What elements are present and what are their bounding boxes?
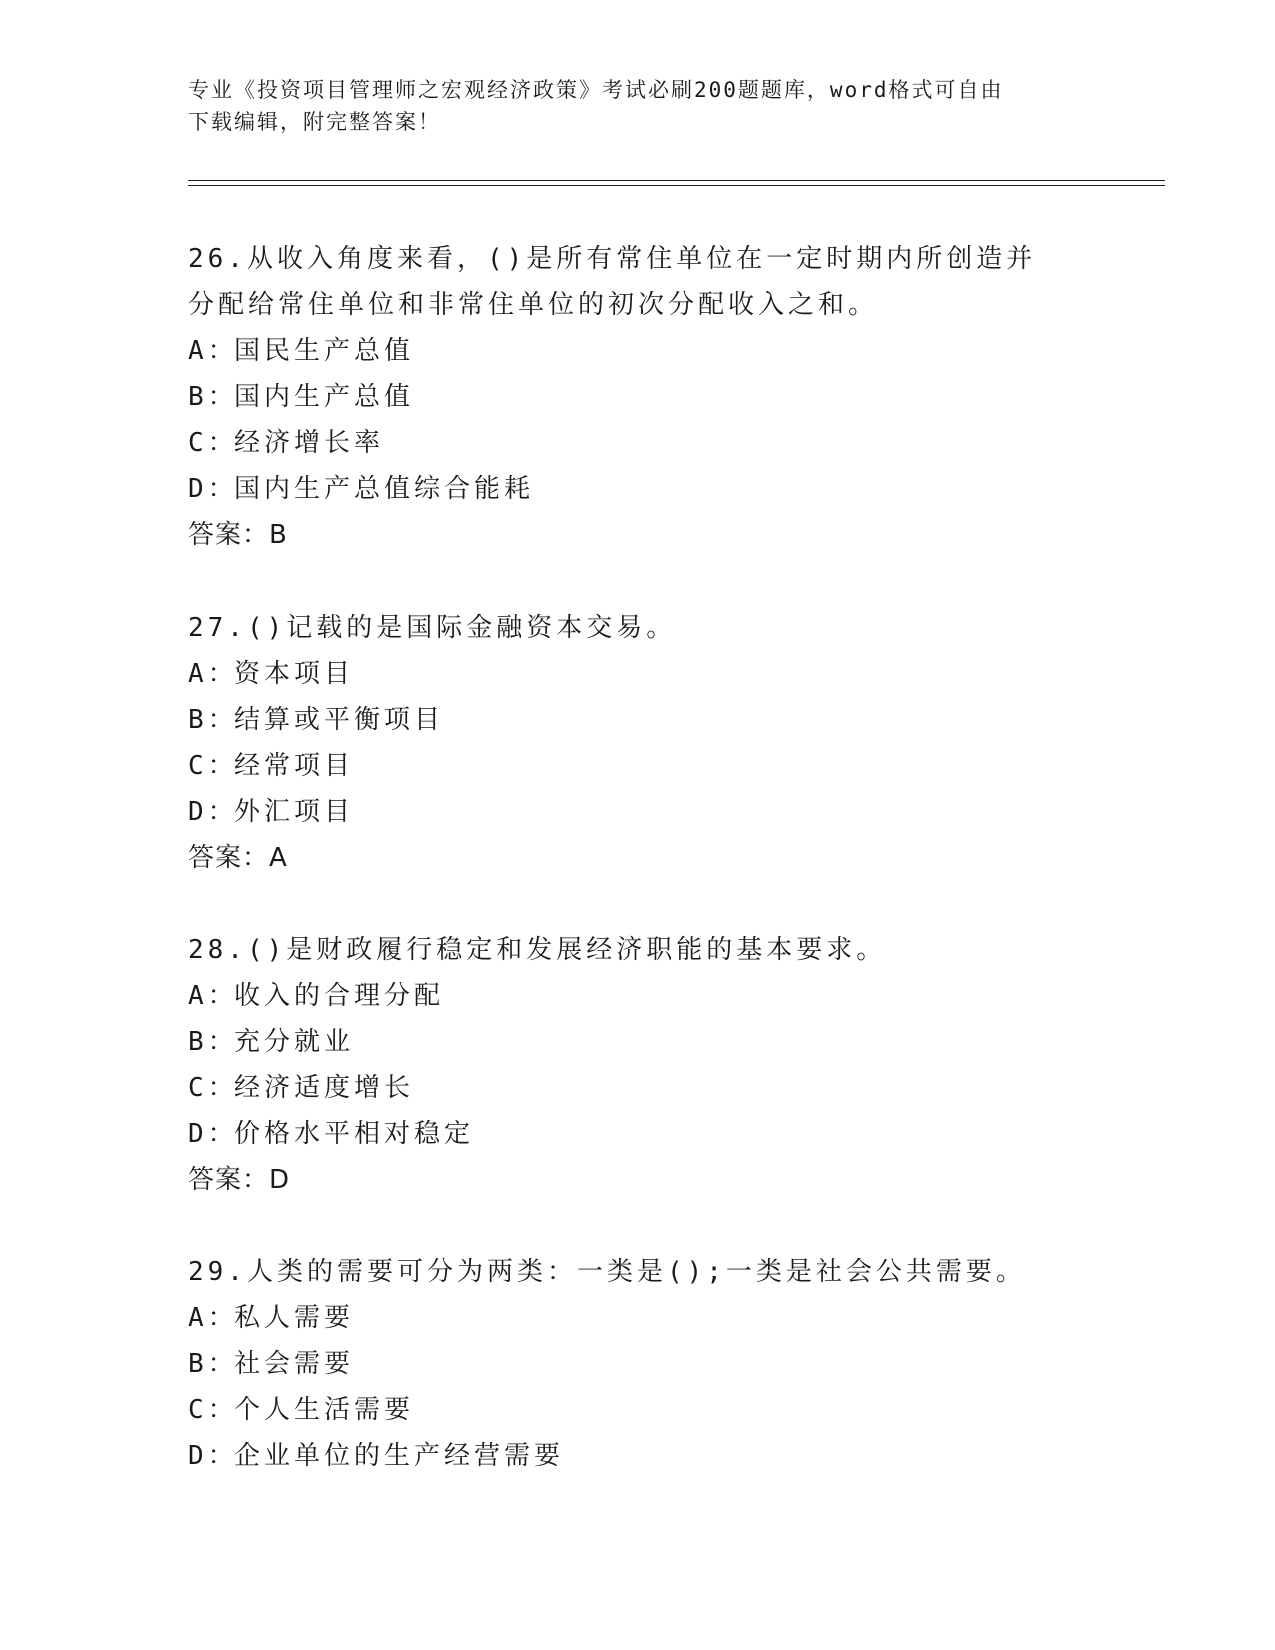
option-d <box>188 789 1088 835</box>
question-number: 29. <box>188 1257 247 1287</box>
option-c <box>188 420 1088 466</box>
question-27 <box>188 605 1088 881</box>
option-text: 充分就业 <box>234 1027 355 1057</box>
question-28 <box>188 927 1088 1203</box>
option-key: D： <box>188 474 238 504</box>
option-text: 企业单位的生产经营需要 <box>234 1441 565 1471</box>
question-stem <box>188 927 1088 973</box>
option-d <box>188 1111 1088 1157</box>
option-a <box>188 651 1088 697</box>
document-header <box>188 74 1068 138</box>
option-key: A： <box>188 1303 238 1333</box>
question-stem <box>188 1249 1088 1295</box>
option-b <box>188 697 1088 743</box>
option-text: 国内生产总值 <box>234 382 415 412</box>
option-text: 社会需要 <box>234 1349 355 1379</box>
header-divider-top <box>188 180 1165 181</box>
question-text: 从收入角度来看，()是所有常住单位在一定时期内所创造并分配给常住单位和非常住单位的初次分配收入之和。 <box>188 244 1037 320</box>
option-key: C： <box>188 751 238 781</box>
question-stem <box>188 236 1058 328</box>
question-number: 27. <box>188 613 247 643</box>
option-key: B： <box>188 382 238 412</box>
option-key: B： <box>188 705 238 735</box>
option-key: A： <box>188 659 238 689</box>
option-d <box>188 466 1088 512</box>
answer-line: 答案：D <box>188 1165 291 1195</box>
header-line-1: 专业《投资项目管理师之宏观经济政策》考试必刷200题题库，word格式可自由 <box>188 78 1004 102</box>
question-number: 28. <box>188 935 247 965</box>
option-text: 资本项目 <box>234 659 355 689</box>
option-key: D： <box>188 1441 238 1471</box>
option-b <box>188 1341 1088 1387</box>
option-c <box>188 1065 1088 1111</box>
option-a <box>188 973 1088 1019</box>
option-key: A： <box>188 981 238 1011</box>
option-text: 个人生活需要 <box>234 1395 415 1425</box>
header-divider-bottom <box>188 185 1165 186</box>
question-text: ()记载的是国际金融资本交易。 <box>246 613 677 643</box>
option-text: 经济增长率 <box>234 428 385 458</box>
option-c <box>188 1387 1088 1433</box>
option-text: 经济适度增长 <box>234 1073 415 1103</box>
question-text: ()是财政履行稳定和发展经济职能的基本要求。 <box>246 935 887 965</box>
option-key: D： <box>188 1119 238 1149</box>
option-text: 收入的合理分配 <box>234 981 445 1011</box>
option-text: 结算或平衡项目 <box>234 705 445 735</box>
option-text: 私人需要 <box>234 1303 355 1333</box>
option-c <box>188 743 1088 789</box>
question-26 <box>188 236 1088 558</box>
option-b <box>188 1019 1088 1065</box>
option-text: 价格水平相对稳定 <box>234 1119 475 1149</box>
answer-line: 答案：B <box>188 520 288 550</box>
question-text: 人类的需要可分为两类：一类是();一类是社会公共需要。 <box>246 1257 1026 1287</box>
option-key: B： <box>188 1349 238 1379</box>
answer-line: 答案：A <box>188 843 288 873</box>
option-key: C： <box>188 1073 238 1103</box>
question-number: 26. <box>188 244 247 274</box>
option-a <box>188 1295 1088 1341</box>
option-key: B： <box>188 1027 238 1057</box>
option-key: C： <box>188 428 238 458</box>
option-key: A： <box>188 336 238 366</box>
option-text: 国内生产总值综合能耗 <box>234 474 535 504</box>
option-text: 国民生产总值 <box>234 336 415 366</box>
question-stem <box>188 605 1088 651</box>
option-key: D： <box>188 797 238 827</box>
option-text: 外汇项目 <box>234 797 355 827</box>
option-key: C： <box>188 1395 238 1425</box>
option-b <box>188 374 1088 420</box>
option-text: 经常项目 <box>234 751 355 781</box>
option-a <box>188 328 1088 374</box>
question-29 <box>188 1249 1088 1479</box>
header-line-2: 下载编辑，附完整答案！ <box>188 110 441 134</box>
option-d <box>188 1433 1088 1479</box>
